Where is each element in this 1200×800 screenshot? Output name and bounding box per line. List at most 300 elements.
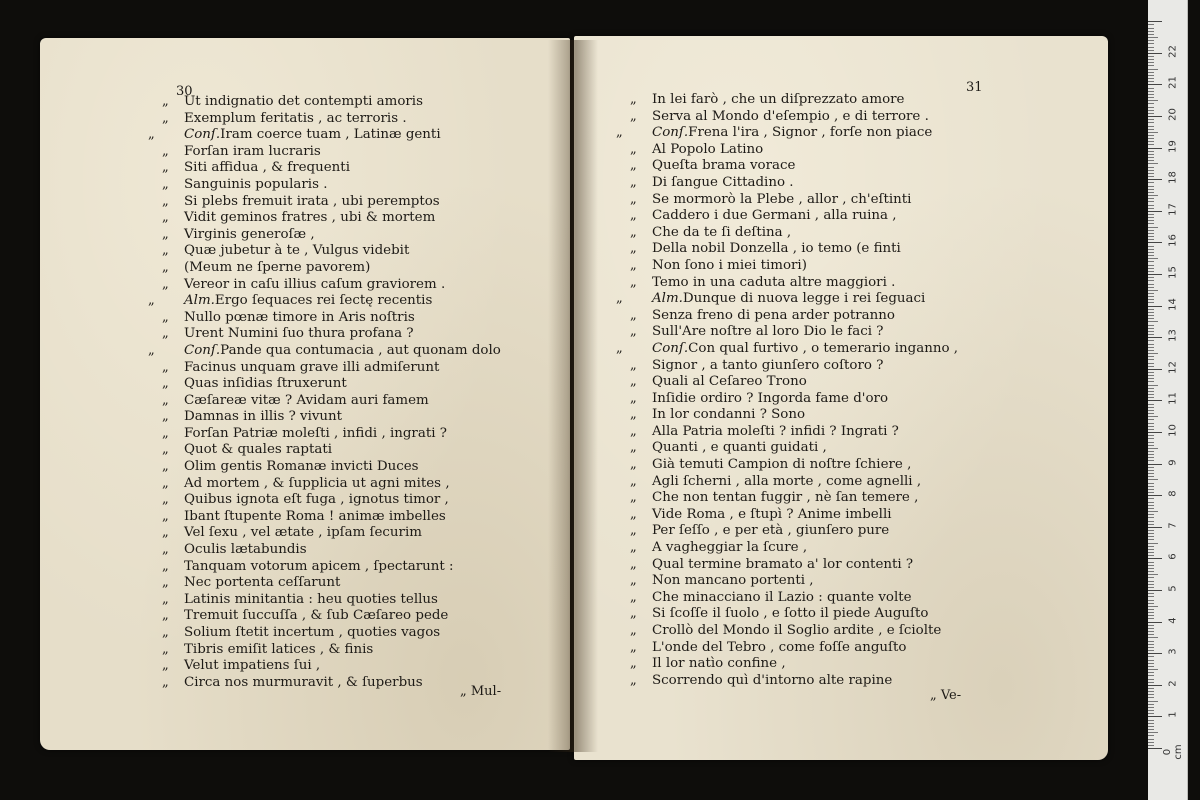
quote-mark: „ [630,324,637,340]
quote-mark: „ [162,558,169,574]
line-text: Agli ſcherni , alla morte , come agnelli , [652,473,922,489]
right-text-block [616,92,959,689]
ruler-label: 20 [1167,108,1179,121]
ruler-tick [1148,37,1158,38]
ruler-tick [1148,416,1158,417]
text-line [162,376,501,393]
ruler-tick [1148,344,1154,345]
speaker-label: Conſ. [184,342,221,358]
ruler-tick [1148,94,1154,95]
ruler-tick [1148,483,1154,484]
line-text: Tremuit ſuccuſſa , & ſub Cæſareo pede [184,608,449,624]
quote-mark: „ [630,523,637,539]
text-line [162,675,501,692]
ruler-tick [1148,729,1154,730]
ruler-tick [1148,704,1154,705]
text-line [630,557,958,574]
quote-mark: „ [630,241,637,257]
line-text: Signor , a tanto giunſero coſtoro ? [652,357,884,373]
ruler-label: 13 [1167,329,1179,343]
ruler-tick [1148,634,1154,635]
quote-mark: „ [630,390,637,406]
ruler-tick [1148,318,1154,319]
ruler-tick [1148,369,1162,370]
ruler-tick [1148,50,1154,51]
quote-mark: „ [630,407,637,423]
line-text: Già temuti Campion di noſtre ſchiere , [652,457,912,473]
ruler-tick [1148,562,1154,563]
ruler-label: 10 [1167,424,1179,437]
ruler-tick [1148,682,1154,683]
quote-mark: „ [630,108,637,124]
ruler-tick [1148,375,1154,376]
text-line [162,111,501,128]
quote-mark: „ [630,540,637,556]
right-page [574,36,1108,760]
quote-mark: „ [162,226,169,242]
ruler-tick [1148,385,1158,386]
line-text: Circa nos murmuravit , & ſuperbus [184,674,423,690]
ruler-label: 1 [1167,711,1179,719]
page-number-left: 30 [176,84,193,99]
text-line [162,525,501,542]
line-text: Vide Roma , e ſtupì ? Anime imbelli [652,506,892,522]
text-line [162,326,501,343]
ruler-tick [1148,442,1154,443]
ruler-tick [1148,656,1154,657]
ruler-tick [1148,479,1158,480]
line-text: In lor condanni ? Sono [652,407,806,423]
ruler-tick [1148,451,1154,452]
text-line [630,258,958,275]
line-text: Per ſeſſo , e per età , giunſero pure [652,523,890,539]
ruler-tick [1148,97,1154,98]
text-line [630,573,958,590]
ruler-tick [1148,653,1162,654]
ruler-tick [1148,410,1154,411]
text-line [162,608,501,625]
ruler-tick [1148,527,1162,528]
quote-mark: „ [630,374,637,390]
ruler-tick [1148,261,1154,262]
text-line [630,656,958,673]
ruler-tick [1148,641,1154,642]
quote-mark: „ [162,210,169,226]
ruler-tick [1148,647,1154,648]
ruler-tick [1148,239,1154,240]
quote-mark: „ [162,542,169,558]
ruler-tick [1148,157,1154,158]
ruler-tick [1148,609,1154,610]
ruler-tick [1148,135,1154,136]
text-line [162,227,501,244]
ruler-tick [1148,350,1154,351]
text-line [162,592,501,609]
ruler-tick [1148,31,1154,32]
ruler-tick [1148,223,1154,224]
ruler-tick [1148,694,1154,695]
ruler-tick [1148,321,1158,322]
ruler-tick [1148,170,1154,171]
ruler-tick [1148,144,1154,145]
ruler-tick [1148,227,1158,228]
ruler-tick [1148,53,1162,54]
ruler-tick [1148,407,1154,408]
line-text: Il lor natìo confine , [652,656,786,672]
quote-mark: „ [162,143,169,159]
quote-mark: „ [162,591,169,607]
ruler-tick [1148,524,1154,525]
text-line [630,92,958,109]
quote-mark: „ [162,508,169,524]
ruler-tick [1148,40,1154,41]
ruler-tick [1148,141,1154,142]
text-line [630,424,958,441]
left-text-block [148,94,501,691]
ruler-tick [1148,192,1154,193]
ruler-tick [1148,189,1154,190]
line-text: Pande qua contumacia , aut quonam dolo [220,342,501,358]
ruler-tick [1148,271,1154,272]
quote-mark: „ [162,525,169,541]
ruler-tick [1148,167,1154,168]
text-line [630,606,958,623]
line-text: Ad mortem , & ſupplicia ut agni mites , [184,475,450,491]
quote-mark: „ [630,556,637,572]
ruler-tick [1148,217,1154,218]
ruler-tick [1148,312,1154,313]
ruler-tick [1148,182,1154,183]
line-text: Temo in una caduta altre maggiori . [652,274,896,290]
ruler-tick [1148,514,1154,515]
line-text: Di ſangue Cittadino . [652,174,794,190]
ruler-tick [1148,397,1154,398]
ruler-tick [1148,43,1154,44]
text-line [148,127,501,144]
ruler-tick [1148,593,1154,594]
ruler-tick [1148,716,1162,717]
speaker-label: Alm. [184,293,215,309]
catchword-left: „ Mul- [460,684,502,699]
text-line [630,275,958,292]
ruler-tick [1148,233,1154,234]
ruler-tick [1148,555,1154,556]
ruler-tick [1148,59,1154,60]
ruler-tick [1148,129,1154,130]
ruler-tick [1148,574,1158,575]
ruler-tick [1148,340,1154,341]
speaker-label: Alm. [652,291,683,307]
ruler-tick [1148,347,1154,348]
ruler-tick [1148,198,1154,199]
quote-mark: „ [630,573,637,589]
line-text: Senza freno di pena arder potranno [652,307,895,323]
ruler-tick [1148,328,1154,329]
line-text: Forſan iram lucraris [184,143,321,159]
ruler-tick [1148,299,1154,300]
ruler-label: 6 [1167,553,1179,561]
ruler-tick [1148,69,1158,70]
text-line [630,590,958,607]
ruler-tick [1148,470,1154,471]
ruler-tick [1148,568,1154,569]
line-text: Con qual furtivo , o temerario inganno , [688,340,959,356]
text-line [630,507,958,524]
line-text: Forſan Patriæ moleſti , infidi , ingrati ? [184,425,447,441]
ruler-tick [1148,315,1154,316]
text-line [162,409,501,426]
text-line [630,673,958,690]
line-text: Queſta brama vorace [652,158,796,174]
text-line [630,407,958,424]
line-text: Della nobil Donzella , io temo (e finti [652,241,901,257]
ruler-tick [1148,612,1154,613]
line-text: A vagheggiar la ſcure , [652,540,808,556]
ruler-label: 0 cm [1162,744,1184,760]
line-text: Inſidie ordiro ? Ingorda fame d'oro [652,390,889,406]
text-line [630,324,958,341]
ruler-tick [1148,388,1154,389]
ruler-label: 19 [1167,139,1179,153]
ruler-tick [1148,603,1154,604]
ruler-tick [1148,552,1154,553]
quote-mark: „ [630,307,637,323]
quote-mark: „ [630,473,637,489]
ruler-tick [1148,56,1154,57]
quote-mark: „ [148,342,155,358]
ruler-tick [1148,745,1154,746]
text-line [162,94,501,111]
line-text: Vel ſexu , vel ætate , ipſam ſecurim [184,525,422,541]
ruler-tick [1148,521,1154,522]
text-line [630,109,958,126]
ruler-tick [1148,265,1154,266]
quote-mark: „ [162,176,169,192]
ruler-tick [1148,163,1158,164]
ruler-tick [1148,454,1154,455]
ruler-tick [1148,400,1162,401]
ruler-tick [1148,78,1154,79]
text-line [162,575,501,592]
line-text: Quæ jubetur à te , Vulgus videbit [184,243,410,259]
quote-mark: „ [148,293,155,309]
quote-mark: „ [630,656,637,672]
ruler-tick [1148,679,1154,680]
quote-mark: „ [162,459,169,475]
quote-mark: „ [162,160,169,176]
ruler-tick [1148,508,1154,509]
ruler-tick [1148,650,1154,651]
quote-mark: „ [630,92,637,107]
page-number-right: 31 [966,80,983,95]
quote-mark: „ [148,127,155,143]
ruler-tick [1148,565,1154,566]
ruler-tick [1148,211,1162,212]
line-text: Non ſono i miei timori) [652,257,807,273]
line-text: Nec portenta ceſſarunt [184,575,341,591]
ruler-tick [1148,618,1154,619]
ruler-tick [1148,432,1162,433]
ruler-tick [1148,62,1154,63]
line-text: Caddero i due Germani , alla ruina , [652,208,897,224]
ruler-tick [1148,748,1162,749]
ruler-tick [1148,34,1154,35]
text-line [630,192,958,209]
ruler-tick [1148,533,1154,534]
ruler-label: 8 [1167,490,1179,497]
quote-mark: „ [162,359,169,375]
ruler-tick [1148,739,1154,740]
ruler-tick [1148,274,1162,275]
ruler-tick [1148,363,1154,364]
quote-mark: „ [630,440,637,456]
ruler-tick [1148,280,1154,281]
ruler-tick [1148,429,1154,430]
text-line [148,293,501,310]
quote-mark: „ [616,340,623,356]
text-line [162,277,501,294]
ruler-tick [1148,413,1154,414]
ruler-label: 12 [1167,360,1179,374]
ruler-tick [1148,476,1154,477]
line-text: Al Popolo Latino [652,141,764,157]
ruler-tick [1148,287,1154,288]
ruler-tick [1148,195,1158,196]
ruler-tick [1148,119,1154,120]
ruler-label: 14 [1167,297,1179,311]
ruler-tick [1148,546,1154,547]
line-text: Che da te ſi deſtina , [652,224,792,240]
text-line [162,542,501,559]
text-line [162,426,501,443]
text-line [630,490,958,507]
quote-mark: „ [162,94,169,109]
text-line [162,360,501,377]
ruler-tick [1148,214,1154,215]
catchword-right: „ Ve- [930,688,962,703]
ruler-tick [1148,539,1154,540]
quote-mark: „ [630,141,637,157]
ruler-tick [1148,201,1154,202]
line-text: Quali al Ceſareo Trono [652,374,807,390]
ruler-tick [1148,720,1154,721]
ruler-tick [1148,173,1154,174]
text-line [630,208,958,225]
text-line [630,474,958,491]
ruler-tick [1148,186,1154,187]
ruler-tick [1148,179,1162,180]
line-text: Tibris emiſit latices , & finis [184,641,374,657]
ruler-tick [1148,277,1154,278]
line-text: Quas inſidias ſtruxerunt [184,376,347,392]
quote-mark: „ [162,259,169,275]
ruler-tick [1148,132,1158,133]
line-text: Oculis lætabundis [184,542,307,558]
text-line [162,625,501,642]
line-text: Serva al Mondo d'eſempio , e di terrore . [652,108,929,124]
ruler-tick [1148,549,1154,550]
ruler-tick [1148,625,1154,626]
ruler-tick [1148,302,1154,303]
line-text: Che non tentan fuggir , nè ſan temere , [652,490,919,506]
ruler-tick [1148,110,1154,111]
line-text: Siti affidua , & frequenti [184,160,350,176]
ruler-tick [1148,148,1162,149]
ruler-tick [1148,637,1158,638]
ruler-tick [1148,334,1154,335]
ruler-tick [1148,438,1154,439]
ruler-tick [1148,284,1154,285]
ruler-tick [1148,208,1154,209]
ruler-tick [1148,663,1154,664]
ruler-tick [1148,151,1154,152]
line-text: Velut impatiens ſui , [184,658,321,674]
text-line [630,623,958,640]
ruler-tick [1148,24,1154,25]
ruler-label: 22 [1167,44,1179,58]
ruler-label: 5 [1167,585,1179,592]
ruler-tick [1148,100,1158,101]
quote-mark: „ [162,475,169,491]
text-line [162,476,501,493]
ruler-tick [1148,252,1154,253]
ruler-tick [1148,622,1162,623]
quote-mark: „ [616,125,623,141]
ruler-tick [1148,596,1154,597]
quote-mark: „ [630,639,637,655]
text-line [162,559,501,576]
quote-mark: „ [162,243,169,259]
ruler-label: 4 [1167,616,1179,624]
ruler-label: 18 [1167,171,1179,185]
ruler-tick [1148,666,1154,667]
ruler-tick [1148,220,1154,221]
text-line [162,459,501,476]
ruler-tick [1148,423,1154,424]
ruler-tick [1148,587,1154,588]
quote-mark: „ [630,423,637,439]
quote-mark: „ [616,291,623,307]
quote-mark: „ [630,274,637,290]
ruler-tick [1148,473,1154,474]
ruler-tick [1148,72,1154,73]
ruler-tick [1148,644,1154,645]
line-text: Virginis generoſæ , [184,226,315,242]
ruler-label: 16 [1167,234,1179,248]
ruler-tick [1148,91,1154,92]
ruler-tick [1148,122,1154,123]
quote-mark: „ [162,641,169,657]
ruler-tick [1148,126,1154,127]
line-text: Vidit geminos fratres , ubi & mortem [184,210,436,226]
quote-mark: „ [630,191,637,207]
line-text: Vereor in caſu illius caſum graviorem . [184,276,446,292]
text-line [162,310,501,327]
quote-mark: „ [162,376,169,392]
quote-mark: „ [162,276,169,292]
text-line [162,194,501,211]
text-line [630,523,958,540]
line-text: Quot & quales raptati [184,442,332,458]
text-line [162,160,501,177]
ruler-tick [1148,584,1154,585]
line-text: (Meum ne ſperne pavorem) [184,259,371,275]
quote-mark: „ [630,490,637,506]
ruler-tick [1148,460,1154,461]
text-line [630,158,958,175]
ruler-tick [1148,331,1154,332]
ruler-tick [1148,732,1158,733]
